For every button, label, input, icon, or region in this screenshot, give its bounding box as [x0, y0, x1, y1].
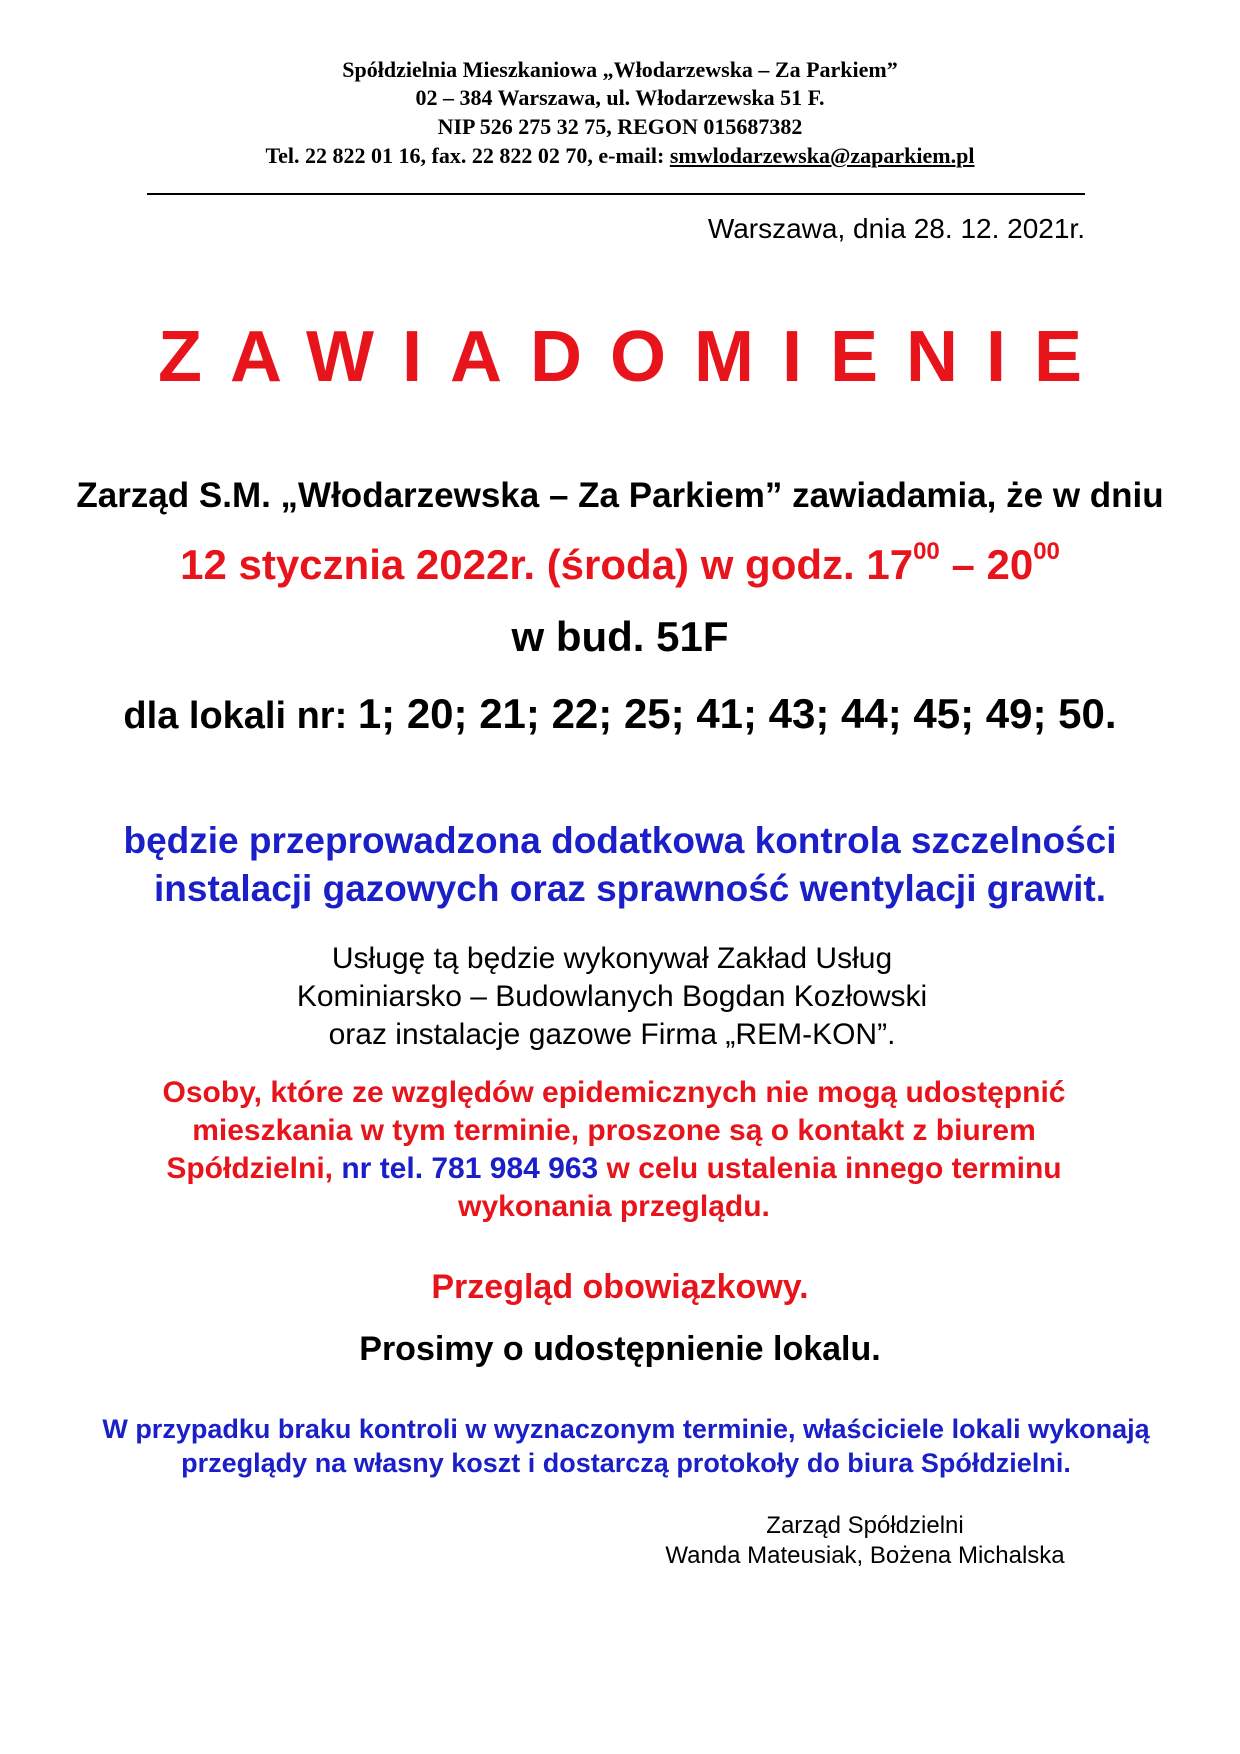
unit-list-label: dla lokali nr:	[123, 695, 358, 737]
epidemic-line-4: wykonania przeglądu.	[458, 1190, 770, 1223]
cooperative-name: Spółdzielnia Mieszkaniowa „Włodarzewska – Za Parkiem”	[342, 57, 898, 82]
date-time-main: 12 stycznia 2022r. (środa) w godz. 17	[180, 541, 914, 588]
gas-inspection-notice	[0, 817, 1240, 913]
lead-sentence: Zarząd S.M. „Włodarzewska – Za Parkiem” zawiadamia, że w dniu	[76, 476, 1164, 515]
time-dash: –	[939, 541, 987, 588]
end-hour: 20	[986, 541, 1034, 588]
signature-title: Zarząd Spółdzielni	[766, 1512, 964, 1539]
consequence-line-2: przeglądy na własny koszt i dostarczą protokoły do biura Spółdzielni.	[181, 1448, 1071, 1478]
epidemic-line-3-end: w celu ustalenia innego terminu	[598, 1152, 1062, 1185]
signature-names: Wanda Mateusiak, Bożena Michalska	[665, 1542, 1065, 1569]
access-request: Prosimy o udostępnienie lokalu.	[359, 1330, 881, 1368]
inspection-date-time	[0, 538, 1240, 589]
epidemic-line-1: Osoby, które ze względów epidemicznych nie mogą udostępnić	[162, 1076, 1066, 1109]
epidemic-line-3-start: Spółdzielni,	[166, 1152, 342, 1185]
email-link[interactable]: smwlodarzewska@zaparkiem.pl	[669, 143, 975, 168]
gas-notice-line-1: będzie przeprowadzona dodatkowa kontrola szczelności	[123, 820, 1117, 861]
service-line-3: oraz instalacje gazowe Firma „REM-KON”.	[328, 1018, 896, 1051]
consequence-notice	[6, 1412, 1240, 1480]
start-minutes: 00	[913, 538, 940, 565]
epidemic-notice	[0, 1074, 1234, 1226]
service-provider	[0, 940, 1232, 1054]
cooperative-contacts	[0, 142, 1240, 170]
document-date: Warszawa, dnia 28. 12. 2021r.	[707, 213, 1085, 244]
consequence-line-1: W przypadku braku kontroli w wyznaczonym terminie, właściciele lokali wykonają	[102, 1414, 1150, 1444]
service-line-2: Kominiarsko – Budowlanych Bogdan Kozłowski	[296, 980, 928, 1013]
contact-phones: Tel. 22 822 01 16, fax. 22 822 02 70, e-mail:	[265, 143, 670, 168]
cooperative-tax-ids: NIP 526 275 32 75, REGON 015687382	[437, 114, 803, 139]
epidemic-line-2: mieszkania w tym terminie, proszone są o kontakt z biurem	[192, 1114, 1036, 1147]
document-title: ZAWIADOMIENIE	[158, 317, 1110, 397]
signature-block	[655, 1511, 1075, 1571]
cooperative-address: 02 – 384 Warszawa, ul. Włodarzewska 51 F.	[415, 85, 825, 110]
mandatory-inspection: Przegląd obowiązkowy.	[431, 1268, 809, 1306]
service-line-1: Usługę tą będzie wykonywał Zakład Usług	[331, 942, 893, 975]
end-minutes: 00	[1033, 538, 1060, 565]
unit-list	[0, 690, 1240, 738]
gas-notice-line-2: instalacji gazowych oraz sprawność wentylacji grawit.	[153, 868, 1107, 909]
epidemic-line-3	[0, 1150, 1234, 1188]
office-phone: nr tel. 781 984 963	[341, 1152, 599, 1185]
letterhead-divider	[147, 193, 1085, 195]
unit-numbers: 1; 20; 21; 22; 25; 41; 43; 44; 45; 49; 50.	[357, 690, 1117, 737]
building-number: w bud. 51F	[511, 613, 729, 660]
